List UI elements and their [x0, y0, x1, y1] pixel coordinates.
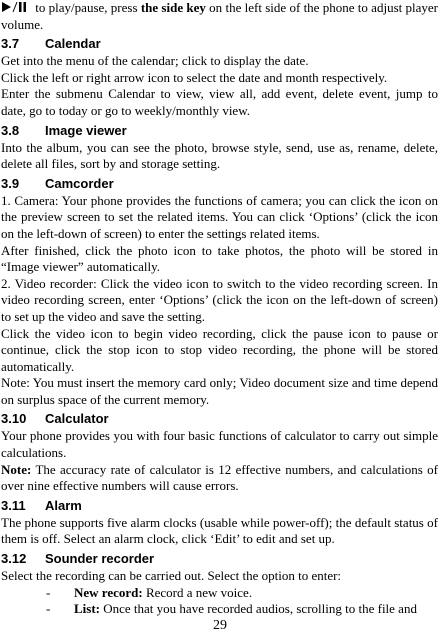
intro-paragraph	[1, 0, 438, 33]
heading-alarm	[1, 497, 438, 514]
camcorder-paragraph-3: 2. Video recorder: Click the video icon to switch to the video recording screen. In video recording screen, enter ‘Options’ (click the icon on the left-down of screen) to set up the video and save the setting.	[1, 275, 438, 324]
heading-title: Calendar	[45, 36, 101, 52]
heading-sounder-recorder	[1, 550, 438, 567]
note-text: The accuracy rate of calculator is 12 effective numbers, and calculations of over nine effective numbers will cause errors.	[1, 461, 438, 494]
camcorder-paragraph-4: Click the video icon to begin video recording, click the pause icon to pause or continue, click the stop icon to stop video recording, the phone will be stored automatically.	[1, 325, 438, 374]
heading-title: Image viewer	[45, 122, 127, 138]
intro-text-bold: the side key	[140, 0, 206, 15]
heading-number: 3.9	[1, 175, 20, 191]
alarm-paragraph-1: The phone supports five alarm clocks (usable while power-off); the default status of them is off. Select an alarm clock, click ‘Edit’ to edit and set up.	[1, 514, 438, 547]
camcorder-paragraph-2: After finished, click the photo icon to take photos, the photo will be stored in “Image viewer” automatically.	[1, 242, 438, 275]
heading-title: Sounder recorder	[45, 551, 155, 567]
heading-title: Calculator	[45, 411, 109, 427]
play-pause-icon	[1, 1, 28, 13]
list-item-text: Once that you have recorded audios, scrolling to the file and	[100, 601, 417, 617]
heading-calculator	[1, 410, 438, 427]
heading-camcorder	[1, 175, 438, 192]
list-item	[1, 601, 438, 618]
heading-number: 3.7	[1, 36, 20, 52]
list-item	[1, 585, 438, 602]
heading-number: 3.10	[1, 411, 27, 427]
list-item-label: List:	[74, 601, 100, 617]
heading-title: Camcorder	[45, 175, 114, 191]
heading-number: 3.8	[1, 122, 20, 138]
heading-number: 3.11	[1, 497, 26, 513]
intro-text-pre: to play/pause, press	[32, 0, 141, 15]
calendar-paragraph-2: Click the left or right arrow icon to select the date and month respectively.	[1, 69, 388, 85]
sounder-paragraph-1: Select the recording can be carried out. Select the option to enter:	[1, 568, 342, 584]
page-number: 29	[213, 618, 227, 633]
camcorder-paragraph-1: 1. Camera: Your phone provides the functions of camera; you can click the icon on the preview screen to set the related items. You can click ‘Options’ (click the icon on the left-down of screen) to enter the settings related items.	[1, 192, 438, 241]
heading-calendar	[1, 35, 438, 52]
note-label: Note:	[1, 461, 32, 477]
image-viewer-paragraph-1: Into the album, you can see the photo, browse style, send, use as, rename, delete, delete all files, sort by and storage setting.	[1, 139, 438, 172]
list-dash: -	[46, 601, 51, 617]
intro-text-post: on the left side of the phone to adjust player volume.	[1, 0, 439, 32]
list-item-text: Record a new voice.	[142, 584, 253, 600]
camcorder-paragraph-5: Note: You must insert the memory card only; Video document size and time depend on surplus space of the current memory.	[1, 375, 438, 407]
list-item-label: New record:	[74, 584, 143, 600]
heading-number: 3.12	[1, 551, 27, 567]
calendar-paragraph-1: Get into the menu of the calendar; click to display the date.	[1, 53, 309, 69]
calculator-note	[1, 462, 438, 495]
heading-title: Alarm	[45, 497, 82, 513]
calendar-paragraph-3: Enter the submenu Calendar to view, view all, add event, delete event, jump to date, go to today or go to weekly/monthly view.	[1, 86, 438, 118]
list-dash: -	[46, 584, 51, 600]
calculator-paragraph-1: Your phone provides you with four basic functions of calculator to carry out simple calculations.	[1, 428, 438, 461]
heading-image-viewer	[1, 122, 438, 139]
